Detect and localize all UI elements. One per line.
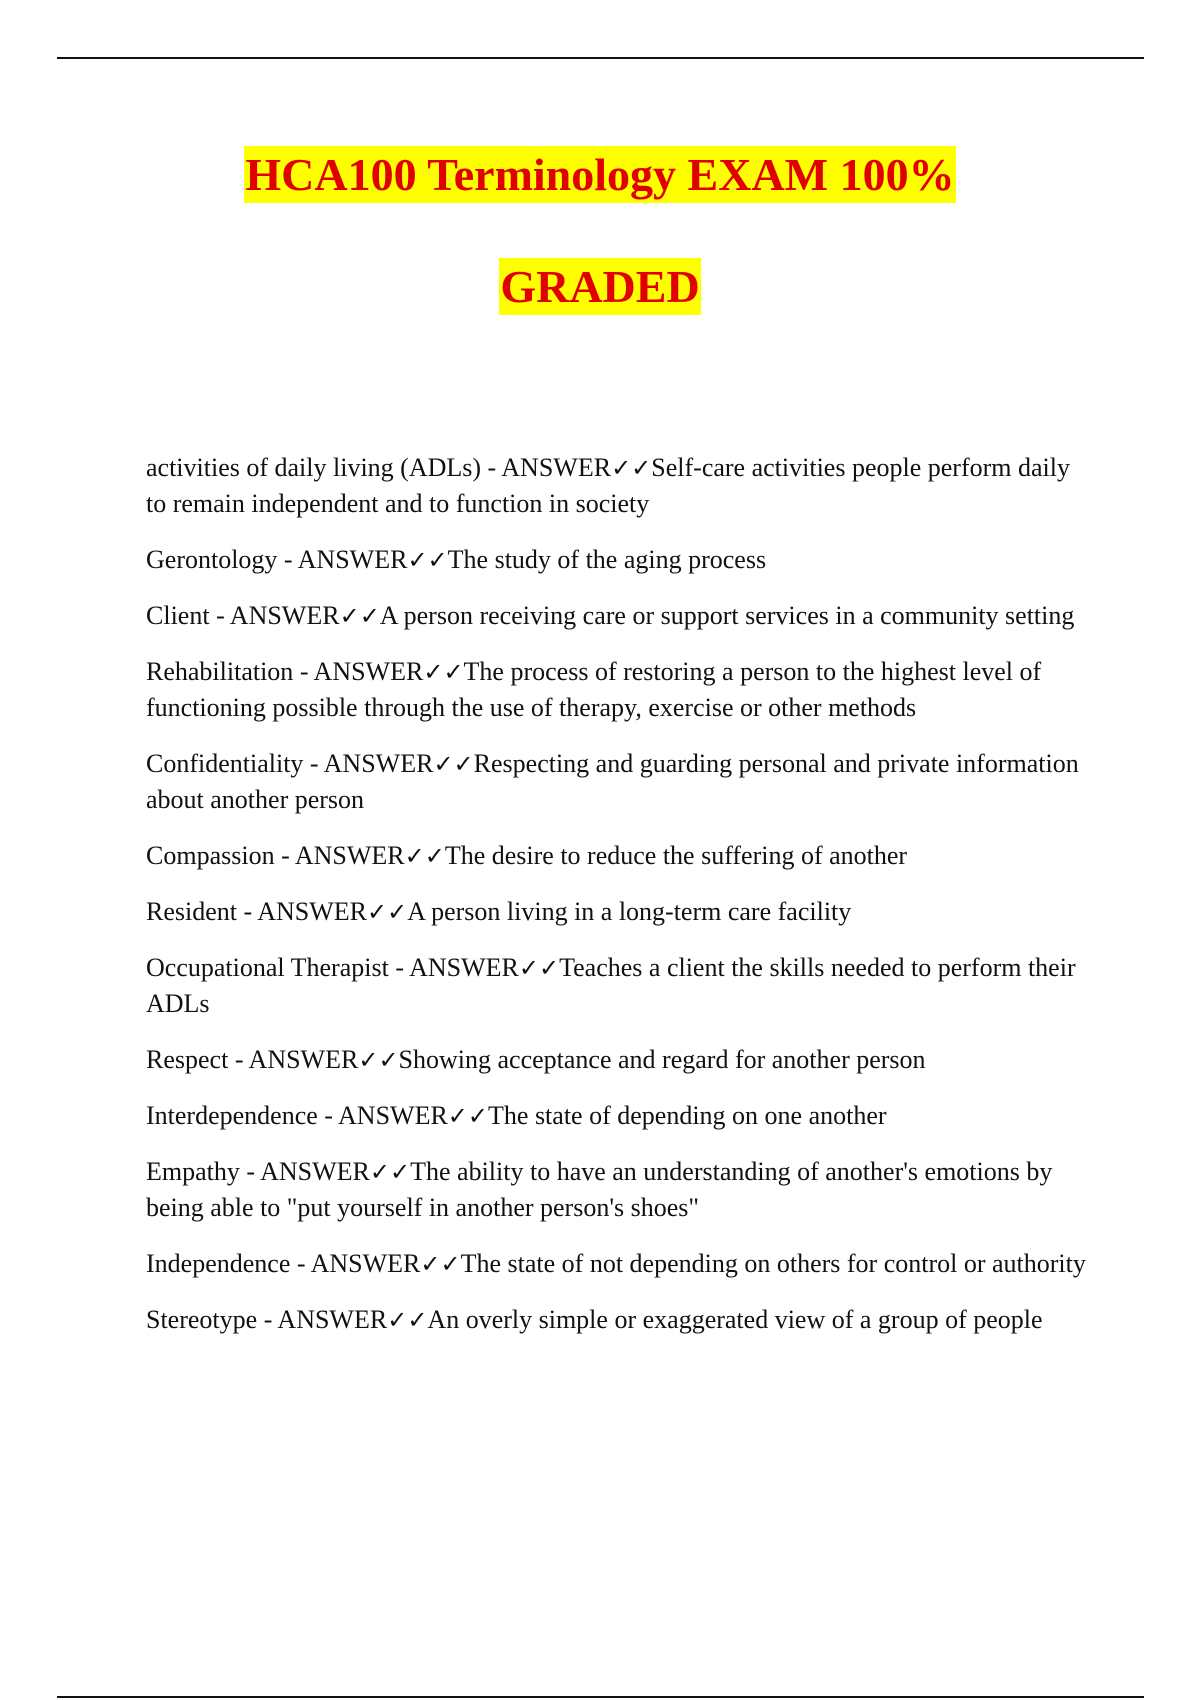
entry-definition: The desire to reduce the suffering of another <box>444 841 908 870</box>
entry-definition: Showing acceptance and regard for another person <box>398 1045 926 1074</box>
entry-term: Independence <box>146 1249 291 1278</box>
entry-term: Rehabilitation <box>146 657 294 686</box>
list-item: activities of daily living (ADLs) - ANSWER✓✓Self-care activities people perform daily to remain independent and to function in society <box>146 453 1070 518</box>
entry-term: Interdependence <box>146 1101 318 1130</box>
answer-marker: ANSWER <box>294 841 405 870</box>
answer-marker: ANSWER <box>248 1045 359 1074</box>
check-marks: ✓✓ <box>447 1102 489 1130</box>
check-marks: ✓✓ <box>369 1158 411 1186</box>
list-item: Compassion - ANSWER✓✓The desire to reduce the suffering of another <box>146 841 908 870</box>
entry-term: Confidentiality <box>146 749 304 778</box>
check-marks: ✓✓ <box>518 954 560 982</box>
top-rule <box>57 57 1144 59</box>
answer-marker: ANSWER <box>229 601 340 630</box>
answer-marker: ANSWER <box>338 1101 448 1130</box>
check-marks: ✓✓ <box>433 750 474 778</box>
entry-definition: Respecting and guarding personal and private information about another person <box>146 749 1079 814</box>
check-marks: ✓✓ <box>420 1250 461 1278</box>
list-item: Respect - ANSWER✓✓Showing acceptance and regard for another person <box>146 1045 926 1074</box>
document-title <box>0 146 1200 315</box>
title-line-1: HCA100 Terminology EXAM 100% <box>244 146 955 203</box>
check-marks: ✓✓ <box>367 898 408 926</box>
entry-term: Stereotype <box>146 1305 258 1334</box>
check-marks: ✓✓ <box>423 658 464 686</box>
entry-definition: Teaches a client the skills needed to perform their ADLs <box>146 953 1076 1018</box>
answer-marker: ANSWER <box>409 953 519 982</box>
answer-marker: ANSWER <box>501 453 612 482</box>
entry-definition: The state of not depending on others for control or authority <box>460 1249 1086 1278</box>
list-item: Stereotype - ANSWER✓✓An overly simple or exaggerated view of a group of people <box>146 1305 1043 1334</box>
entry-term: Respect <box>146 1045 229 1074</box>
entry-definition: A person living in a long-term care facility <box>407 897 852 926</box>
answer-marker: ANSWER <box>313 657 424 686</box>
entry-term: Compassion <box>146 841 275 870</box>
list-item: Client - ANSWER✓✓A person receiving care or support services in a community setting <box>146 601 1075 630</box>
entry-term: activities of daily living (ADLs) <box>146 453 482 482</box>
title-line-2: GRADED <box>499 258 700 315</box>
check-marks: ✓✓ <box>407 546 448 574</box>
list-item: Empathy - ANSWER✓✓The ability to have an understanding of another's emotions by being able to "put yourself in another person's shoes" <box>146 1157 1053 1222</box>
list-item: Rehabilitation - ANSWER✓✓The process of restoring a person to the highest level of functioning possible through the use of therapy, exercise or other methods <box>146 657 1042 722</box>
answer-marker: ANSWER <box>257 897 368 926</box>
entry-definition: An overly simple or exaggerated view of a group of people <box>427 1305 1043 1334</box>
list-item: Occupational Therapist - ANSWER✓✓Teaches a client the skills needed to perform their ADLs <box>146 953 1076 1018</box>
entry-definition: Self-care activities people perform daily to remain independent and to function in society <box>146 453 1070 518</box>
entry-definition: The ability to have an understanding of another's emotions by being able to "put yourself in another person's shoes" <box>146 1157 1053 1222</box>
list-item: Interdependence - ANSWER✓✓The state of depending on one another <box>146 1101 887 1130</box>
entry-term: Gerontology <box>146 545 278 574</box>
check-marks: ✓✓ <box>404 842 445 870</box>
list-item: Independence - ANSWER✓✓The state of not depending on others for control or authority <box>146 1249 1086 1278</box>
list-item: Resident - ANSWER✓✓A person living in a long-term care facility <box>146 897 852 926</box>
check-marks: ✓✓ <box>387 1306 428 1334</box>
answer-marker: ANSWER <box>310 1249 421 1278</box>
list-item: Confidentiality - ANSWER✓✓Respecting and guarding personal and private information about another person <box>146 749 1079 814</box>
entry-term: Resident <box>146 897 237 926</box>
entry-definition: The study of the aging process <box>447 545 767 574</box>
entry-definition: The process of restoring a person to the highest level of functioning possible through the use of therapy, exercise or other methods <box>146 657 1042 722</box>
bottom-rule <box>57 1696 1144 1698</box>
answer-marker: ANSWER <box>297 545 408 574</box>
list-item: Gerontology - ANSWER✓✓The study of the aging process <box>146 545 767 574</box>
entry-definition: The state of depending on one another <box>488 1101 887 1130</box>
answer-marker: ANSWER <box>323 749 434 778</box>
answer-marker: ANSWER <box>260 1157 370 1186</box>
entry-term: Client <box>146 601 210 630</box>
terminology-list <box>146 450 1096 1358</box>
check-marks: ✓✓ <box>611 454 652 482</box>
entry-definition: A person receiving care or support services in a community setting <box>379 601 1075 630</box>
check-marks: ✓✓ <box>358 1046 399 1074</box>
entry-term: Occupational Therapist <box>146 953 389 982</box>
entry-term: Empathy <box>146 1157 240 1186</box>
answer-marker: ANSWER <box>277 1305 388 1334</box>
check-marks: ✓✓ <box>339 602 380 630</box>
